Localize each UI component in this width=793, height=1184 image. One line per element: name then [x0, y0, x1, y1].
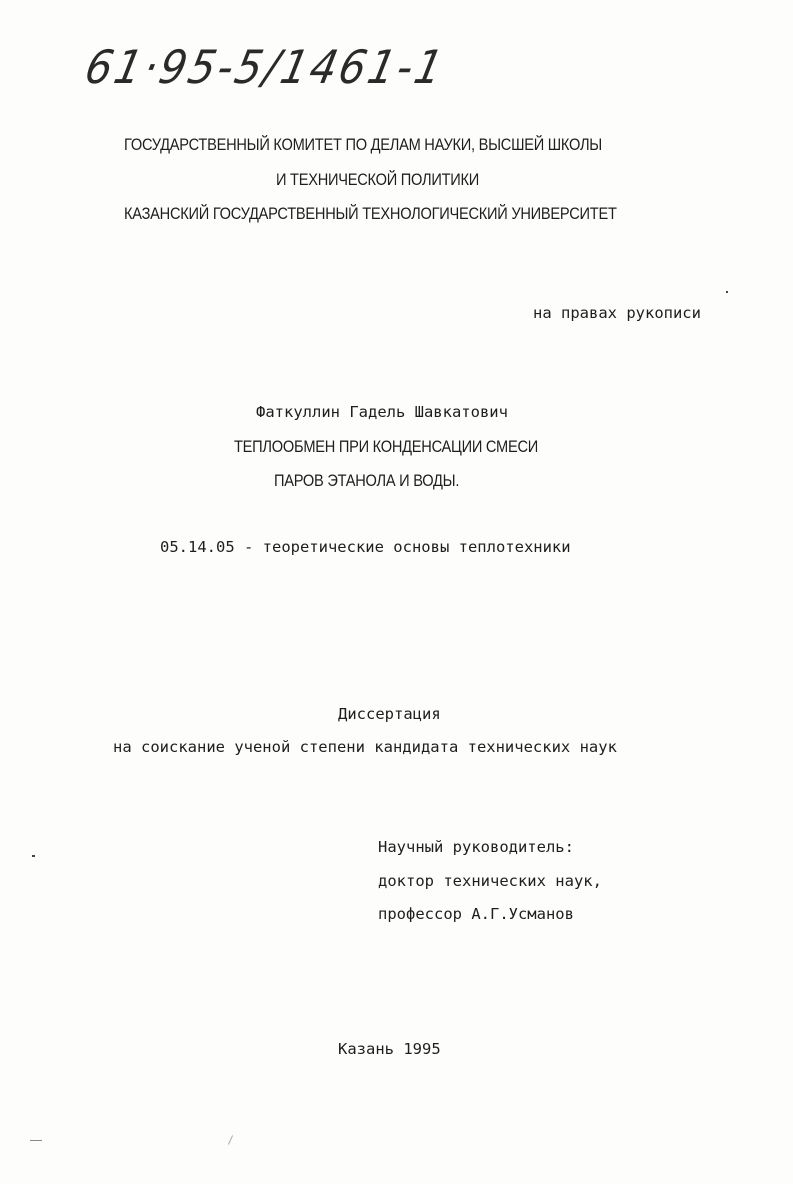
author-name: Фаткуллин Гадель Шавкатович	[256, 403, 508, 421]
header-line-1: ГОСУДАРСТВЕННЫЙ КОМИТЕТ ПО ДЕЛАМ НАУКИ, ВЫСШЕЙ ШКОЛЫ	[124, 135, 602, 154]
title-line-1: ТЕПЛООБМЕН ПРИ КОНДЕНСАЦИИ СМЕСИ	[234, 437, 539, 456]
supervisor-degree: доктор технических наук,	[378, 872, 602, 890]
dissertation-heading: Диссертация	[338, 705, 441, 723]
specialty-code: 05.14.05 - теоретические основы теплотехники	[160, 538, 571, 556]
handwritten-archive-code: 61·95-5/1461-1	[80, 40, 451, 94]
dissertation-degree: на соискание ученой степени кандидата технических наук	[113, 738, 617, 756]
supervisor-name: профессор А.Г.Усманов	[378, 905, 574, 923]
rights-note: на правах рукописи	[533, 304, 701, 322]
scan-speck	[228, 1135, 233, 1144]
supervisor-label: Научный руководитель:	[378, 838, 574, 856]
title-line-2: ПАРОВ ЭТАНОЛА И ВОДЫ.	[274, 471, 460, 490]
place-year: Казань 1995	[338, 1040, 441, 1058]
scan-speck	[726, 291, 728, 293]
header-line-2: И ТЕХНИЧЕСКОЙ ПОЛИТИКИ	[276, 170, 480, 189]
scan-speck	[30, 1140, 42, 1141]
scan-speck	[32, 855, 35, 857]
header-line-3: КАЗАНСКИЙ ГОСУДАРСТВЕННЫЙ ТЕХНОЛОГИЧЕСКИЙ УНИВЕРСИТЕТ	[124, 204, 617, 223]
